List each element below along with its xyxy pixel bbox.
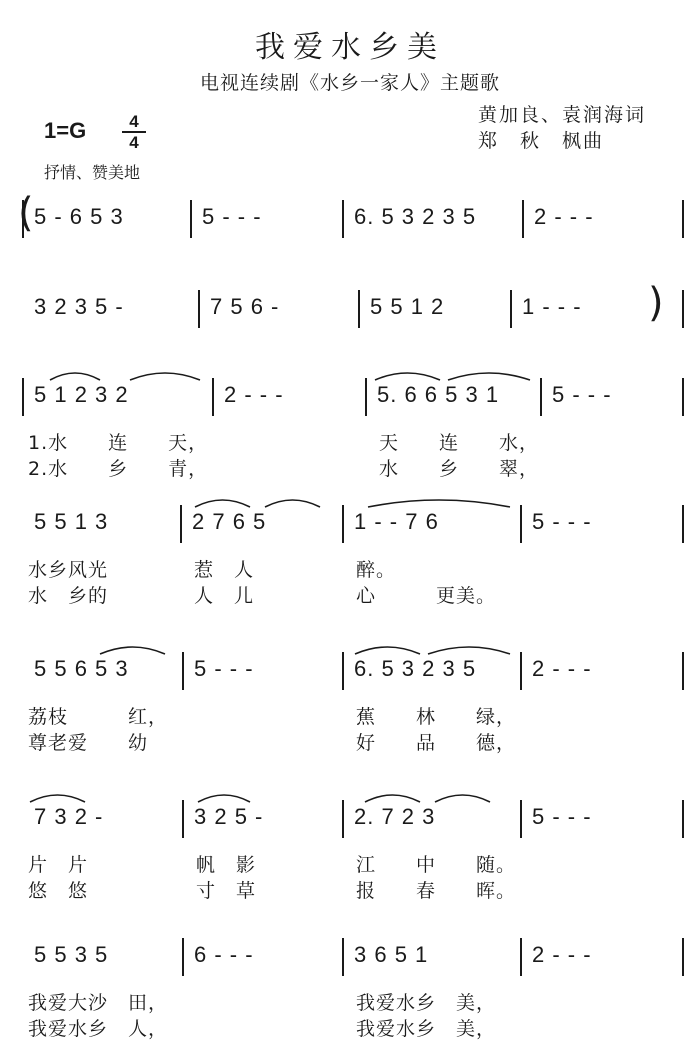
slur	[195, 500, 250, 507]
slur	[130, 373, 200, 380]
measure-notes: 2. 7 2 3	[354, 804, 436, 829]
repeat-open-paren: (	[18, 190, 34, 236]
lyric-line: 2.水 乡 青，	[28, 458, 209, 480]
lyric-line: 心 更美。	[356, 585, 497, 607]
slur	[265, 500, 320, 507]
lyric-line: 水 乡的	[28, 585, 109, 607]
slur	[50, 373, 100, 380]
measure-notes: 5 - 6 5 3	[34, 204, 124, 229]
lyric-line: 我爱水乡 美，	[356, 1018, 497, 1040]
slur	[368, 500, 510, 507]
meter-bottom: 4	[129, 133, 139, 152]
lyric-line: 天 连 水，	[379, 432, 540, 454]
measure-notes: 6 - - -	[194, 942, 254, 967]
lyric-line: 人 儿	[194, 585, 255, 607]
measure-notes: 3 6 5 1	[354, 942, 429, 967]
measure-notes: 5 - - -	[202, 204, 262, 229]
measure-notes: 3 2 5 -	[194, 804, 264, 829]
measure-notes: 5. 6 6 5 3 1	[377, 382, 500, 407]
composer-credit: 郑 秋 枫曲	[478, 130, 605, 152]
slur	[355, 647, 420, 654]
measure-notes: 7 3 2 -	[34, 804, 104, 829]
lyric-line: 水 乡 翠，	[379, 458, 540, 480]
measure-notes: 2 - - -	[532, 656, 592, 681]
key-signature: 1=G	[44, 118, 87, 143]
lyricist-credit: 黄加良、袁润海词	[478, 104, 647, 126]
measure-notes: 1 - - -	[522, 294, 582, 319]
lyric-line: 片 片	[28, 854, 89, 876]
measure-notes: 5 - - -	[532, 509, 592, 534]
measure-notes: 5 5 1 2	[370, 294, 445, 319]
slur	[428, 647, 510, 654]
measure-notes: 2 - - -	[224, 382, 284, 407]
lyric-line: 惹 人	[194, 559, 255, 581]
lyric-line: 江 中 随。	[356, 854, 517, 876]
measure-notes: 5 5 6 5 3	[34, 656, 129, 681]
lyric-line: 我爱水乡 人，	[28, 1018, 169, 1040]
measure-notes: 5 - - -	[532, 804, 592, 829]
measure-notes: 5 1 2 3 2	[34, 382, 129, 407]
measure-notes: 2 - - -	[534, 204, 594, 229]
lyric-line: 寸 草	[196, 880, 257, 902]
tempo-marking: 抒情、赞美地	[44, 163, 141, 182]
measure-notes: 3 2 3 5 -	[34, 294, 124, 319]
slur	[30, 795, 85, 802]
measure-notes: 2 7 6 5	[192, 509, 267, 534]
measure-notes: 7 5 6 -	[210, 294, 280, 319]
song-subtitle: 电视连续剧《水乡一家人》主题歌	[199, 72, 500, 94]
measure-notes: 2 - - -	[532, 942, 592, 967]
slur	[198, 795, 250, 802]
lyric-line: 尊老爱 幼	[28, 732, 149, 754]
song-title: 我爱水乡美	[255, 30, 445, 65]
measure-notes: 5 5 1 3	[34, 509, 109, 534]
slur	[375, 373, 440, 380]
measure-notes: 6. 5 3 2 3 5	[354, 656, 477, 681]
lyric-line: 帆 影	[196, 854, 257, 876]
lyric-line: 荔枝 红，	[28, 706, 169, 728]
measure-notes: 5 5 3 5	[34, 942, 109, 967]
meter-top: 4	[129, 112, 139, 131]
lyric-line: 我爱大沙 田，	[28, 992, 169, 1014]
measure-notes: 6. 5 3 2 3 5	[354, 204, 477, 229]
measure-notes: 1 - - 7 6	[354, 509, 439, 534]
slur	[435, 795, 490, 802]
lyric-line: 悠 悠	[28, 880, 89, 902]
slur	[365, 795, 420, 802]
lyric-line: 好 品 德，	[356, 732, 517, 754]
lyric-line: 醉。	[356, 559, 397, 581]
lyric-line: 1.水 连 天，	[28, 432, 209, 454]
measure-notes: 5 - - -	[552, 382, 612, 407]
lyric-line: 报 春 晖。	[356, 880, 517, 902]
repeat-close-paren: )	[648, 280, 664, 326]
lyric-line: 我爱水乡 美，	[356, 992, 497, 1014]
measure-notes: 5 - - -	[194, 656, 254, 681]
lyric-line: 蕉 林 绿，	[356, 706, 517, 728]
lyric-line: 水乡风光	[28, 559, 109, 581]
slur	[100, 647, 165, 654]
slur	[448, 373, 530, 380]
